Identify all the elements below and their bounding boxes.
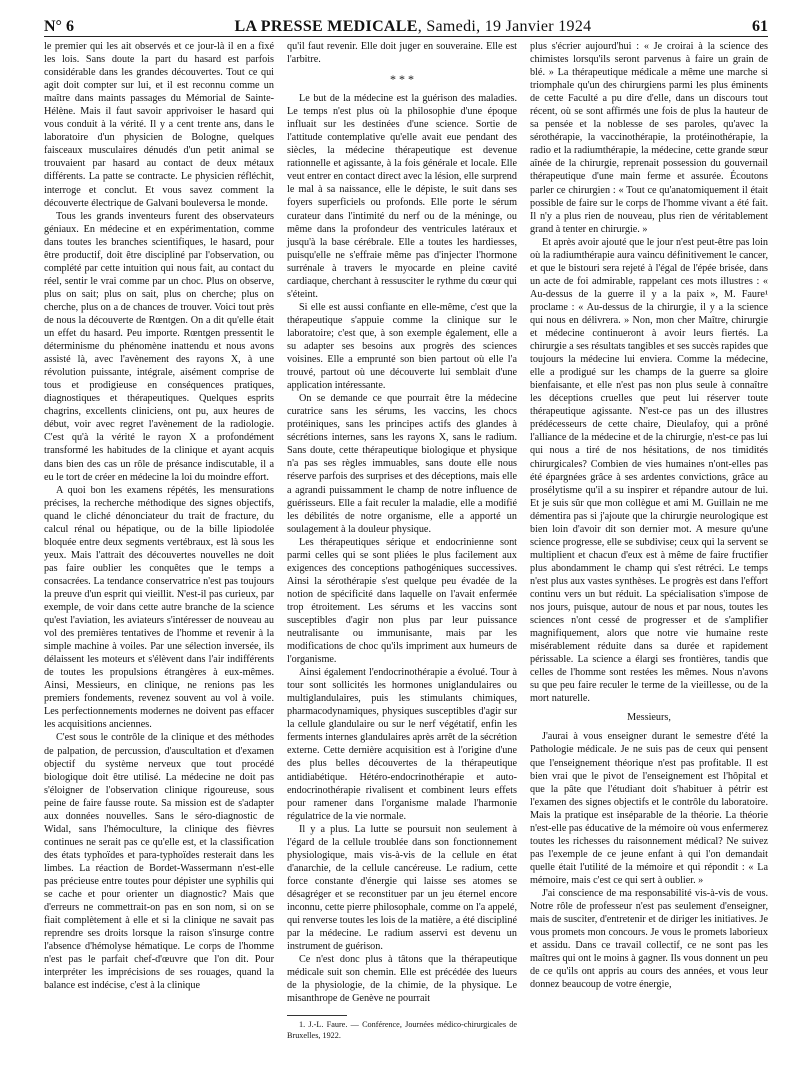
issue-date: , Samedi, 19 Janvier 1924: [417, 18, 592, 35]
journal-title: LA PRESSE MEDICALE: [234, 18, 418, 35]
footnote-divider: [287, 1015, 347, 1016]
paragraph: Tous les grands inventeurs furent des observateurs géniaux. En médecine et en expérimentation, comme dans toutes les branches scientifiques, le hasard, pour être productif, doit être discipliné par l'observation, ou complété par cette intuition qui nous fait, au contact du réel, sentir le vrai comme par un choc. Plus on observe, plus on sait; plus on sait, plus on cherche; plus on cherche, plus on a de chances de trouver. Voici tout près de nous la découverte de Rœntgen. On a dit qu'elle était un effet du hasard. Peu importe. Rœntgen pressentit le déterminisme du phénomène inattendu et nous avons assisté là, avec l'avènement des rayons X, à une révolution puissante, intégrale, aisément comprise de tous et prodigieuse en conséquences pratiques, diagnostiques et thérapeutiques. Quelques esprits chagrins, excellents cliniciens, ont pu, aux heures de début, voir avec regret l'avènement de la radiologie. C'est qu'à la vérité le rayon X a profondément transformé les habitudes de la clinique et ayant acquis dans bien des cas un rôle de présance indiscutable, il a eu le tort de créer en médecine la loi du moindre effort.: [44, 210, 274, 483]
page-number: 61: [751, 18, 768, 35]
paragraph: Ainsi également l'endocrinothérapie a évolué. Tour à tour sont sollicités les hormones uniglandulaires ou multiglandulaires, puis les stimulants chimiques, pharmacodynamiques, physiques susceptibles d'agir sur la cellule glandulaire ou sur le nerf végétatif, enfin les ferments internes glandulaires après arrêt de la sécrétion externe. Cette dernière acquisition est à l'origine d'une des plus belles découvertes de la thérapeutique antidiabétique. Hétéro-endocrinothérapie et auto-endocrinothérapie rivalisent et combinent leurs effets pour ramener dans l'organisme malade l'harmonie régulatrice de la vie normale.: [287, 667, 517, 822]
paragraph: Et après avoir ajouté que le jour n'est peut-être pas loin où la radiumthérapie aura vaincu définitivement le cancer, et que le bistouri sera rejeté à l'égal de l'épée brisée, dans un acte de foi admirable, rappelant ces mots illustres : « Au-dessus de la guerre il y a la paix », M. Faure¹ proclame : « Au-dessus de la chirurgie, il y a la science qui nous en délivrera. » Non, mon cher Maître, chirurgie et médecine continueront à avoir leurs fiertés. La chirurgie a ses résultats tangibles et ses succès rapides que toujours la médecine lui enviera. Comme la médecine, elle a prodigué sur les champs de la guerre sa gloire bienfaisante, et elle n'est pas non plus seule à connaître les déceptions cruelles que peut lui réserver toute thérapeutique agissante. N'est-ce pas un des illustres prédécesseurs de cette chaire, Dieulafoy, qui a prôné l'alliance de la médecine et de la chirurgie, n'est-ce pas lui qui nous a tiré de nos hésitations, de nos timidités chirurgicales? Combien de vies humaines n'ont-elles pas été épargnées grâce à ses ardentes convictions, grâce au prosélytisme qu'il a su inspirer et répandre autour de lui. Et je suis sûr que mon collègue et ami M. Guillain ne me démentira pas si j'ajoute que la chirurgie neurologique est bien loin d'avoir dit son dernier mot. A mesure qu'une science progresse, elle se subdivise; ceux qui la servent se multiplient et chacun d'eux est à même de faire fructifier plus abondamment le champ qui s'est rétréci. Le temps n'est plus aux vastes synthèses. Le progrès est dans l'effort continu vers un but réduit. La spécialisation s'impose de nos jours, puisque, autour de nous et par nous, toutes les sciences n'ont cessé de progresser et de s'amplifier magnifiquement, alors que notre vie humaine reste misérablement réduite dans sa durée et rapidement périssable. La science a élargi ses frontières, tandis que celles de l'homme sont restées les mêmes. Nous n'avons su que peu faire reculer le terme de la vieillesse, ou de la mort naturelle.: [530, 236, 768, 705]
paragraph: J'ai conscience de ma responsabilité vis-à-vis de vous. Notre rôle de professeur n'est pas seulement d'enseigner, mais de susciter, d'entretenir et de diriger les initiatives. Je vous promets mon concours. Je vous le promets laborieux et assidu. Dans ce travail collectif, ce ne sont pas les maîtres qui ont le moins à gagner. Ils vous donnent un peu de ce qu'ils ont appris au cours des années, et vous leur donnez beaucoup de votre énergie,: [530, 888, 768, 991]
paragraph: C'est sous le contrôle de la clinique et des méthodes de palpation, de percussion, d'auscultation et d'examen objectif du système nerveux que tout procédé biologique doit être utilisé. La médecine ne doit pas s'éloigner de l'observation clinique rigoureuse, sous peine de faire fausse route. Sa mission est de s'adapter aux données nouvelles. Sans le séro-diagnostic de Widal, sans l'hémoculture, la clinique des fièvres continues ne serait pas ce qu'elle est, et la classification des états typhoïdes et para-typhoïdes resterait dans les limbes. La réaction de Bordet-Wassermann n'est-elle pas précieuse entre toutes pour dépister une syphilis qui se cache et pour orienter un diagnostic? Mais que d'erreurs ne commettrait-on pas en son nom, si on se fiait complètement à elle et si la clinique ne savait pas reprendre ses droits lorsque la raison s'insurge contre l'absence d'hémolyse hématique. Le corps de l'homme n'est pas le parfait chef-d'œuvre que l'on dit. Pour interpréter les imprécisions de ses rouages, quand la balance est indécise, c'est à la clinique: [44, 732, 274, 992]
paragraph: Ce n'est donc plus à tâtons que la thérapeutique médicale suit son chemin. Elle est précédée des lueurs de la physiologie, de la chimie, de la physique. Le misanthrope de Genève ne pourrait: [287, 954, 517, 1005]
page-header: [44, 12, 768, 37]
column-2: [287, 40, 517, 1041]
paragraph: Les thérapeutiques sérique et endocrinienne sont parmi celles qui se sont pliées le plus facilement aux exigences des conceptions pathogéniques successives. Ainsi la sérothérapie s'est quelque peu évadée de la notion de spécificité dans laquelle on l'avait enfermée trop étroitement. Les sérums et les vaccins sont susceptibles d'agir non plus par leur puissance neutralisante ou immunisante, mais par les modifications de choc qu'ils impriment aux humeurs de l'organisme.: [287, 536, 517, 666]
paragraph: plus s'écrier aujourd'hui : « Je croirai à la science des chimistes lorsqu'ils seront parvenus à faire un grain de blé. » La thérapeutique médicale a même une marche si triomphale qu'un des chirurgiens parmi les plus éminents de cette Faculté a pu dire d'elle, dans un discours tout récent, où se sont affirmés une fois de plus la hauteur de sa pensée et la noblesse de ses paroles, qu'avec la sérothérapie, la vaccinothérapie, la protéinothérapie, la radio et la radiumthérapie, la médecine, cette grande sœur aînée de la chirurgie, reprenait possession du gouvernail thérapeutique d'une main ferme et assurée. Écoutons parler ce chirurgien : « Tout ce qu'anatomiquement il était possible de faire sur le corps de l'homme vivant a été fait. Il n'y a plus rien de nouveau, plus rien de véritablement grand à tenter en chirurgie. »: [530, 41, 768, 235]
section-asterism: * * *: [390, 72, 414, 87]
paragraph: A quoi bon les examens répétés, les mensurations précises, la recherche méthodique des signes objectifs, quand le cliché dénonciateur du trait de fracture, du calcul rénal ou hépatique, ou de la bille lipiodolée bloquée entre deux segments vertébraux, est là sous les yeux. Mais l'attrait des découvertes nouvelles ne doit pas faire oublier les conquêtes que le temps a consacrées. La tendance conservatrice n'est pas toujours la preuve d'un esprit qui vieillit. N'est-il pas curieux, par exemple, de voir dans cette autre branche de la science qu'est l'aviation, les aviateurs s'intéresser de nouveau au vol des premières tentatives de l'homme et revenir à la simple machine à voiles. Par une sélection inversée, ils délaissent les moteurs et s'élèvent dans l'air indifférents de toutes les propulsions étrangères à eux-mêmes. Ainsi, Messieurs, en clinique, ne renions pas les premiers fondements, revenez souvent au vol à voile. Les perfectionnements modernes ne doivent pas effacer les acquisitions anciennes.: [44, 484, 274, 731]
paragraph: le premier qui les ait observés et ce jour-là il en a fixé les lois. Sans doute la part du hasard est parfois considérable dans les grandes découvertes. Tout ce qui agit doit compter sur lui, et il est reconnu comme un maître dans maints passages du Mémorial de Sainte-Hélène. Mais il faut savoir apprivoiser le hasard qui vous conduit à la vérité. Il y a cent trente ans, dans le laboratoire d'un physicien de Bologne, quelques faisceaux musculaires dénudés d'un petit animal se trouvaient par hasard au contact de deux métaux différents. La patte se contracte. Le physicien réfléchit, interroge et conclut. Et vous savez comment la découverte électrique de Galvani bouleversa le monde.: [44, 41, 274, 209]
paragraph: J'aurai à vous enseigner durant le semestre d'été la Pathologie médicale. Je ne suis pas de ceux qui pensent que l'enseignement théorique n'est pas profitable. Il est bien vrai que le pivot de l'enseignement est l'hôpital et que la pâte que l'étudiant doit s'habituer à pétrir est l'examen des signes objectifs et le contrôle du laboratoire. Mais la pratique est inséparable de la théorie. La théorie n'est-elle pas éducative de la mémoire où vous enfermerez toutes les richesses du raisonnement médical? Ne suivez pas l'exemple de ce jeune enfant à qui l'on demandait quelle était l'utilité de la mémoire et qui répondit : « La mémoire, mais c'est ce qui sert à oublier. »: [530, 731, 768, 886]
journal-masthead: [235, 18, 592, 36]
paragraph: Si elle est aussi confiante en elle-même, c'est que la thérapeutique s'appuie comme la clinique sur le laboratoire; c'est que, à son exemple également, elle a su adapter ses besoins aux progrès des sciences voisines. Elle a emprunté son bien partout où elle l'a trouvé, partout où une découverte lui semblait d'une application intéressante.: [287, 301, 517, 392]
issue-number: N° 6: [44, 18, 74, 35]
paragraph: On se demande ce que pourrait être la médecine curatrice sans les sérums, les vaccins, les chocs protéiniques, sans les principes actifs des glandes à sécrétions internes, sans les rayons X, sans le radium. Sans doute, cette thérapeutique biologique et physique n'a pas ses règles immuables, sans doute elle nous réserve parfois des surprises et des déceptions, mais elle a agrandi puissamment le champ de notre influence de guérisseurs. Elle a fait reculer la maladie, elle a modifié les débilités de notre organisme, elle a apporté un soulagement à la douleur physique.: [287, 393, 517, 535]
column-3: [530, 40, 768, 991]
paragraph: qu'il faut revenir. Elle doit juger en souveraine. Elle est l'arbitre.: [287, 41, 517, 66]
paragraph: Le but de la médecine est la guérison des maladies. Le temps n'est plus où la philosophie d'une époque influait sur les destinées d'une science. Sortie de l'attitude contemplative qu'elle avait eue pendant des siècles, la médecine thérapeutique est devenue rationnelle et agissante, à la fois générale et locale. Elle veut entrer en contact direct avec la lésion, elle surprend le mal à sa naissance, elle le dépiste, le suit dans ses foyers superficiels ou profonds. Elle porte le sérum curateur dans l'intimité du nerf ou de la méninge, ou même dans la profondeur des ventricules latéraux et jusqu'à la base cérébrale. Elle a toutes les hardiesses, puisqu'elle ne s'effraie même pas d'injecter l'hormone surrénale à travers le myocarde en pleine cavité cardiaque, cherchant à ressusciter le rythme du cœur qui s'éteint.: [287, 93, 517, 300]
paragraph: Il y a plus. La lutte se poursuit non seulement à l'égard de la cellule troublée dans son fonctionnement physiologique, mais vis-à-vis de la cellule en état d'anarchie, de la cellule cancéreuse. Le radium, cette force constante d'énergie qui laisse ses atomes se désagréger et se reconstituer par un jeu éternel encore inconnu, cette pierre philosophale, comme on l'a appelé, qui renverse toutes les lois de la matière, a été discipliné par la médecine. Le radium asservi est devenu un instrument de guérison.: [287, 823, 517, 953]
column-1: [44, 40, 274, 992]
footnote: 1. J.-L. Faure. — Conférence, Journées médico-chirurgicales de Bruxelles, 1922.: [287, 1020, 517, 1040]
salutation: Messieurs,: [627, 712, 671, 724]
